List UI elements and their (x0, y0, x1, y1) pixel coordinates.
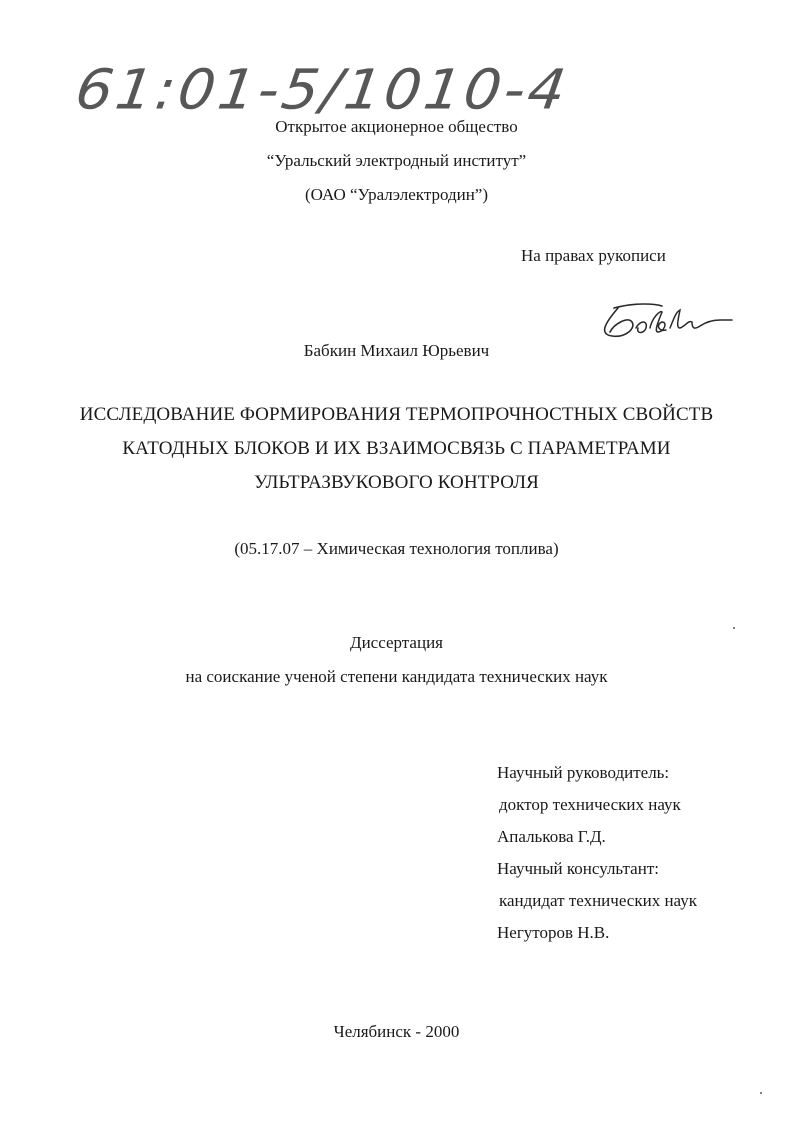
scan-speck (733, 627, 735, 629)
specialty-code: (05.17.07 – Химическая технология топлива) (234, 539, 559, 558)
signature (596, 298, 736, 346)
title-line-2: КАТОДНЫХ БЛОКОВ И ИХ ВЗАИМОСВЯЗЬ С ПАРАМЕТРАМИ (122, 438, 671, 459)
dissertation-label: Диссертация (349, 633, 443, 652)
degree-line: на соискание ученой степени кандидата технических наук (185, 667, 608, 686)
org-line-3: (ОАО “Уралэлектродин”) (304, 185, 489, 204)
supervisor-degree: доктор технических наук (499, 795, 681, 814)
supervisor-role: Научный руководитель: (497, 763, 670, 782)
scan-speck (760, 1092, 762, 1094)
consultant-name: Негуторов Н.В. (497, 923, 610, 942)
org-line-2: “Уральский электродный институт” (266, 151, 527, 170)
archive-stamp: 61:01-5/1010-4 (71, 57, 573, 122)
consultant-degree: кандидат технических наук (499, 891, 697, 910)
consultant-role: Научный консультант: (497, 859, 659, 878)
manuscript-rights: На правах рукописи (521, 246, 666, 265)
supervisor-name: Апалькова Г.Д. (497, 827, 606, 846)
org-line-1: Открытое акционерное общество (275, 117, 518, 136)
title-line-3: УЛЬТРАЗВУКОВОГО КОНТРОЛЯ (254, 472, 539, 493)
city-year: Челябинск - 2000 (333, 1022, 460, 1041)
title-line-1: ИССЛЕДОВАНИЕ ФОРМИРОВАНИЯ ТЕРМОПРОЧНОСТНЫХ СВОЙСТВ (79, 404, 714, 425)
author-name: Бабкин Михаил Юрьевич (303, 341, 490, 360)
